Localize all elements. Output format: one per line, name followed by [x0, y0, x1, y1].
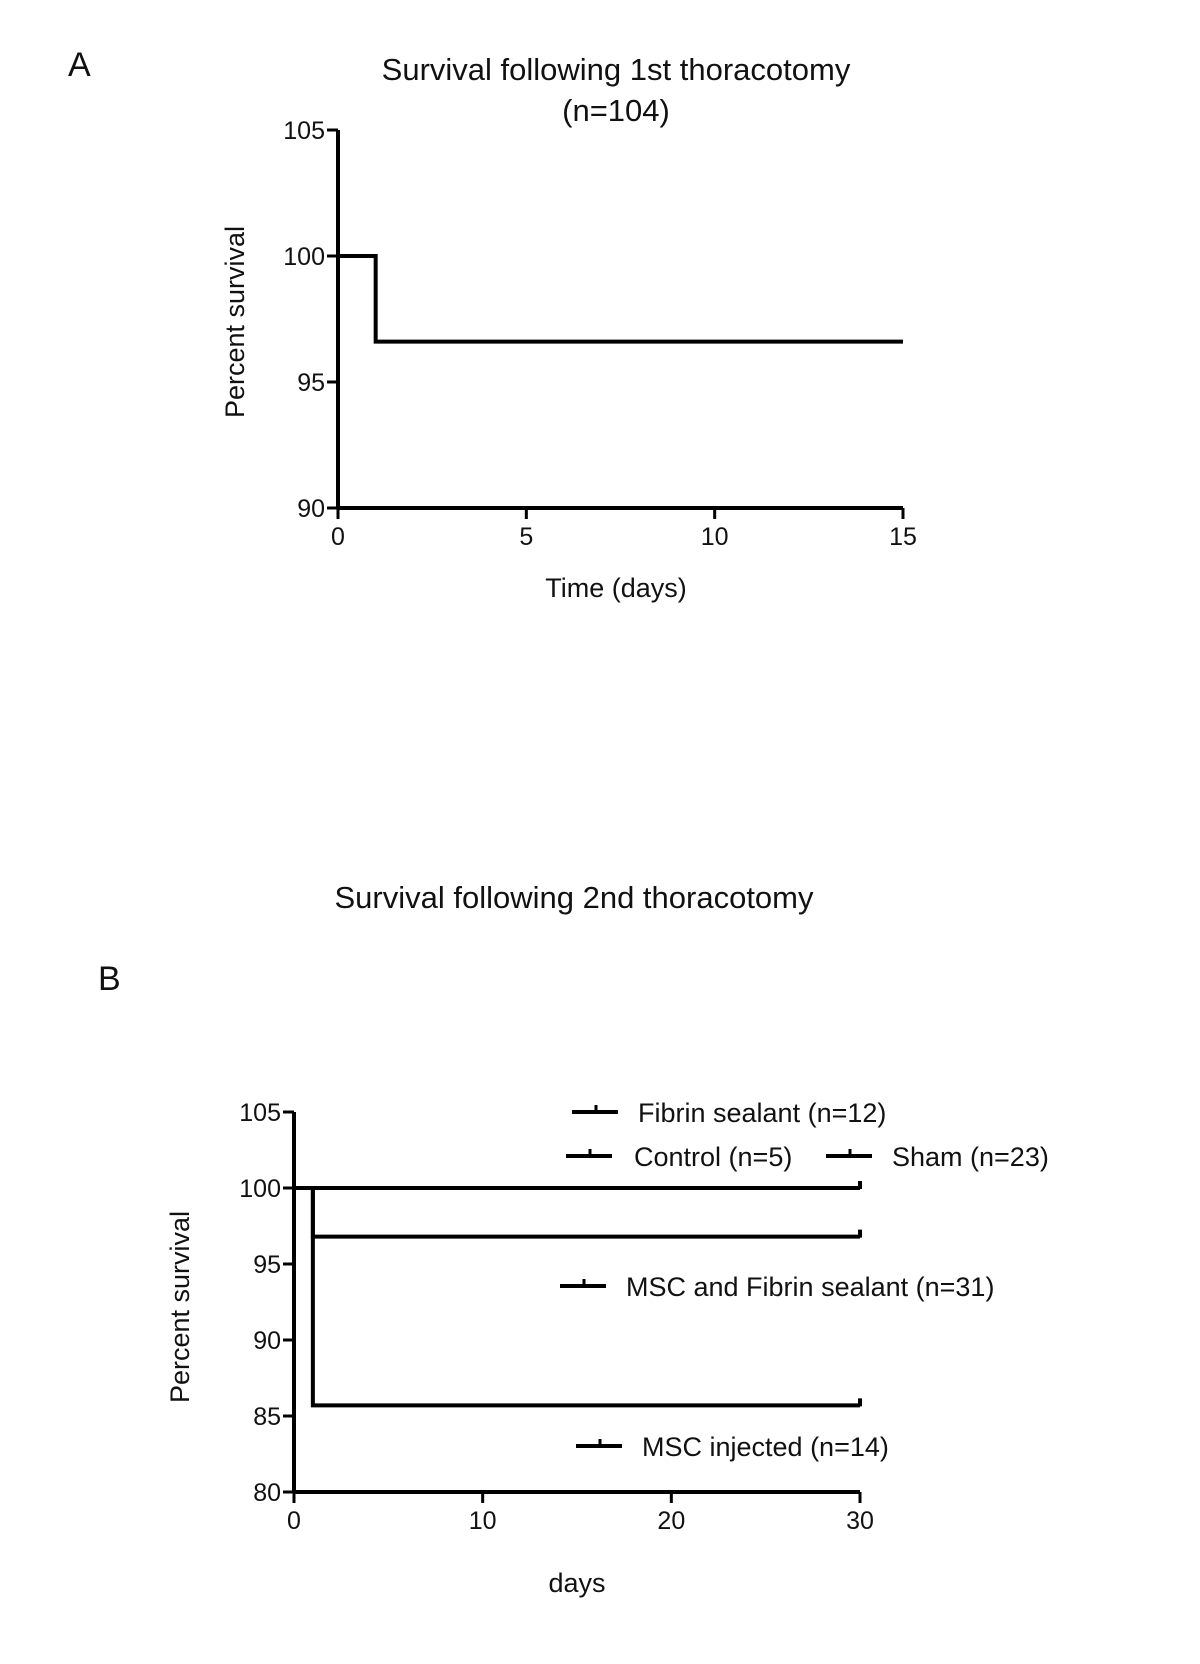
panel-b-x-tick-label: 20: [657, 1507, 686, 1535]
panel-b-y-tick-label: 105: [239, 1099, 281, 1127]
legend-label: Fibrin sealant (n=12): [638, 1098, 887, 1128]
panel-a-x-tick-label: 5: [519, 523, 534, 551]
legend-item-msc-fibrin: [560, 1272, 994, 1302]
panel-b-letter: B: [98, 960, 121, 998]
legend-item-msc-injected: [576, 1432, 889, 1462]
legend-label: Control (n=5): [634, 1142, 793, 1172]
panel-a-y-tick-label: 100: [283, 243, 325, 271]
panel-b-y-tick-label: 95: [253, 1251, 281, 1279]
legend-label: MSC injected (n=14): [642, 1432, 889, 1462]
panel-a-plot: [283, 117, 917, 551]
panel-b-x-tick-label: 30: [846, 1507, 874, 1535]
panel-a-y-tick-label: 90: [297, 495, 325, 523]
panel-a-series-line-0: [338, 256, 903, 342]
panel-a-x-tick-label: 10: [700, 523, 729, 551]
panel-b-y-tick-label: 90: [253, 1327, 281, 1355]
legend-item-fibrin-sealant: [572, 1098, 886, 1128]
panel-b-y-tick-label: 85: [253, 1403, 281, 1431]
panel-b-ylabel: Percent survival: [165, 1210, 195, 1404]
panel-a-title: Survival following 1st thoracotomy: [381, 52, 851, 87]
legend-item-control: [566, 1142, 792, 1172]
panel-a-y-tick-label: 95: [297, 369, 325, 397]
panel-a-xlabel: Time (days): [545, 573, 687, 603]
panel-b-xlabel: days: [548, 1568, 606, 1598]
panel-a-y-tick-label: 105: [283, 117, 325, 145]
legend-label: MSC and Fibrin sealant (n=31): [626, 1272, 995, 1302]
panel-b-x-tick-label: 0: [287, 1507, 301, 1535]
panel-a-letter: A: [68, 46, 91, 84]
panel-b-title: Survival following 2nd thoracotomy: [334, 880, 814, 915]
panel-a-x-tick-label: 15: [889, 523, 917, 551]
legend-label: Sham (n=23): [892, 1142, 1049, 1172]
panel-b-y-tick-label: 100: [239, 1175, 281, 1203]
panel-b-series-line-1: [294, 1188, 860, 1237]
panel-a-ylabel: Percent survival: [220, 225, 250, 419]
panel-b-y-tick-label: 80: [253, 1479, 281, 1507]
panel-b-x-tick-label: 10: [468, 1507, 497, 1535]
legend-item-sham: [826, 1142, 1049, 1172]
panel-a-x-tick-label: 0: [331, 523, 345, 551]
panel-a-subtitle: (n=104): [562, 93, 670, 128]
panel-b-legend: [560, 1098, 1049, 1462]
